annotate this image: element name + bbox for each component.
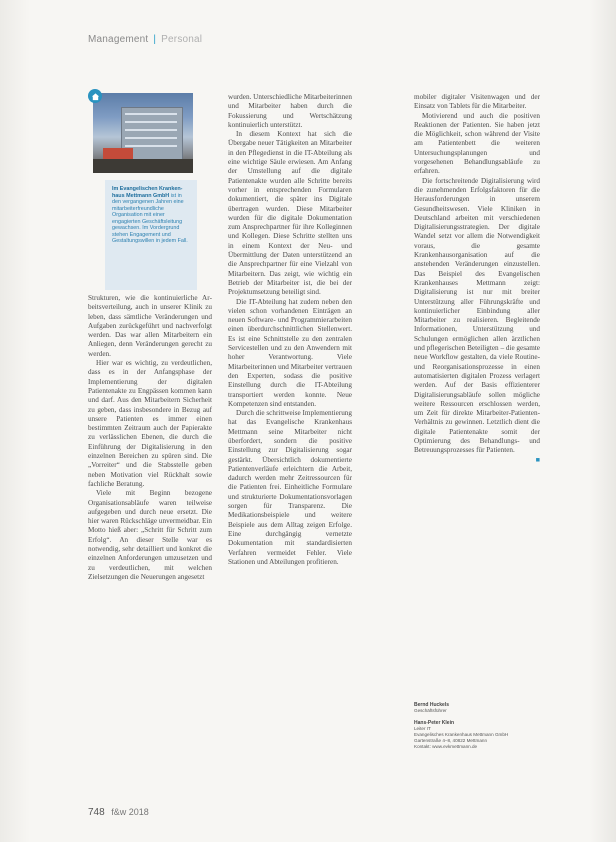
paragraph: mobiler digitaler Visitenwagen und der Einsatz von Tablets für die Mitarbeiter.	[414, 93, 540, 111]
author-role: Geschäftsführer	[414, 708, 447, 713]
subsection-label: Personal	[161, 34, 203, 45]
paragraph: Strukturen, wie die kontinuierliche Arbeitsverteilung, auch in unserer Klinik zu leben, dass sämtliche Veränderungen und Aufgaben zurückgeführt und nachverfolgt werden. Das war allen Mitarbeitern ein Anliegen, denn Veränderungen gerecht zu werden.	[88, 294, 212, 358]
paragraph: Hier war es wichtig, zu verdeutlichen, dass es in der Anfangsphase der Implementierung der digitalen Patientenakte zu Engpässen kommen kann und darf. Aus den Mitarbeitern Sicherheit zu geben, dass insbesondere in Bezug auf unsere Patienten es immer einen bestimmten Zeitraum auch der Papierakte zu verlässlichen Ebenen, die durch die Einführung der Digitalisierung in den einzelnen Bereichen zu spüren sind. Die „Vorreiter“ und die Stabsstelle geben neben Motivation viel Rückhalt sowie fachliche Beratung.	[88, 359, 212, 488]
paragraph: Durch die schrittweise Implementierung hat das Evangelische Krankenhaus Mettmann seine Mitarbeiter nicht überfordert, sondern die positive Einstellung zur Digitalisierung sogar gestärkt. Übersichtlich dokumentierte Patientenverläufe erleichtern die Arbeit, dadurch werden mehr Zeitressourcen für die Patienten frei. Einheitliche Formulare und strukturierte Dokumentationsvorlagen sorgen für Transparenz. Die Medikationsbeispiele und weitere Beispiele aus dem Alltag zeigen Erfolge. Eine durchgängig vernetzte Dokumentation mit standardisierten Verfahren vermeidet Fehler. Viele Stationen und Abteilungen profitieren.	[228, 409, 352, 566]
photo-caption	[105, 180, 197, 290]
author-block	[414, 720, 540, 750]
author-block	[414, 702, 540, 714]
text-column-1	[88, 294, 212, 582]
header-separator: |	[153, 34, 157, 45]
author-name: Hans-Peter Klein	[414, 720, 455, 726]
author-info	[414, 702, 540, 756]
paragraph: wurden. Unterschiedliche Mitarbeiterinnen und Mitarbeiter haben durch die Fokussierung und Wertschätzung kontinuierlich unterstützt.	[228, 93, 352, 129]
paragraph: Die IT-Abteilung hat zudem neben den vielen schon vorhandenen Einträgen an neuen Software- und Programmierarbeiten einen überdurchschnittlichen Stellenwert. Es ist eine Schnittstelle zu den zentralen Servicestellen und zu den Anwendern mit hoher Verantwortung. Viele Mitarbeiterinnen und Mitarbeiter vertrauen den Experten, sodass die positive Einstellung durch die IT-Abteilung transportiert werden konnte. Neue Kompetenzen sind entstanden.	[228, 297, 352, 408]
section-header	[88, 34, 202, 45]
text-column-3	[414, 93, 540, 465]
author-org: Evangelisches Krankenhaus Mettmann GmbH	[414, 732, 509, 737]
paragraph: Viele mit Beginn bezogene Organisationsabläufe waren teilweise aufgegeben und durch neue ersetzt. Die hier waren Rückschläge unvermeidbar. Ein Motto hieß aber: „Schritt für Schritt zum Erfolg“. An dieser Stelle war es notwendig, sehr detailliert und konkret die einzelnen Anforderungen umzusetzen und zu verdeutlichen, mit welchen Zielsetzungen die Neuerungen angesetzt	[88, 489, 212, 581]
paragraph: In diesem Kontext hat sich die Übergabe neuer Tätigkeiten an Mitarbeiter in den Pflegedienst in die IT-Abteilung als eine wichtige Säule erwiesen. Am Anfang der Umstellung auf die digitale Patientenakte wurden alle Schritte bereits vorher in entsprechenden Formularen dokumentiert, die später ins Digitale übertragen wurden. Diese Mitarbeiter wurden für die digitale Dokumentation zum Ansprechpartner für ihre Kolleginnen und Kollegen. Diese Schritte stellten uns in einem Kontext der Neu- und Übermittlung der Daten unterstützend an die Ansprechpartner für eine Vielzahl von Mitarbeitern. Das zeigt, wie wichtig ein Betrieb der Mitarbeiter ist, die bei der Projektumsetzung beteiligt sind.	[228, 130, 352, 297]
house-icon	[88, 89, 102, 103]
caption-lead: Im Evangelischen Krankenhaus Mettmann GmbH	[112, 186, 183, 199]
author-contact: Kontakt: www.evkmettmann.de	[414, 744, 478, 749]
paragraph: Die fortschreitende Digitalisierung wird die zunehmenden Erfolgsfaktoren für die Herausforderungen in unserem Gesundheitswesen. Viele Kliniken in Deutschland arbeiten mit verschiedenen Digitalisierungsstrategien. Der digitale Wandel setzt vor allem die Notwendigkeit voraus, die gesamte Krankenhausorganisation auf die anstehenden Veränderungen einzustellen. Das Beispiel des Evangelischen Krankenhauses Mettmann zeigt: Digitalisierung ist nur mit breiter Unterstützung aller Führungskräfte und kontinuierlicher Einbindung aller Mitarbeiter zu realisieren. Begleitende Informationen, Unterstützung und Schulungen ermöglichen allen ärztlichen und pflegerischen Beteiligten – die gesamte neue Workflow gestalten, da viele Routine- und Reorganisationsprozesse in einen automatisierten digitalen Prozess verlagert werden. Auf der Basis effizienterer Digitalisierungsabläufe sollen mögliche weitere Ressourcen erschlossen werden, um Zeit für direkte Mitarbeiter-Patienten-Verhältnis zu gewinnen. Letztlich dient die digitale Patientenakte somit der Optimierung des Behandlungs- und Betreuungsprozesses für Patienten.	[414, 176, 540, 455]
caption-body: ist in den vergangenen Jahren eine mitarbeiterfreundliche Organisation mit einer engagierten Geschäftsleitung gewachsen. Im Vordergrund stehen Engagement und Gestaltungswillen in jedem Fall.	[112, 192, 188, 244]
end-mark: ■	[535, 455, 540, 464]
author-role: Leiter IT	[414, 726, 431, 731]
paragraph: Motivierend und auch die positiven Reaktionen der Patienten. Sie haben jetzt die Möglichkeit, schon während der Visite am Patientenbett die weiteren Untersuchungsplanungen und vorgesehenen Behandlungsabläufe zu erfahren.	[414, 111, 540, 176]
hospital-photo	[93, 93, 193, 173]
journal-name: f&w 2018	[111, 807, 149, 817]
section-label: Management	[88, 34, 149, 45]
text-column-2	[228, 93, 352, 567]
author-address: Gartenstraße 4–8, 40822 Mettmann	[414, 738, 488, 743]
page-footer	[88, 807, 149, 818]
author-name: Bernd Huckels	[414, 702, 450, 708]
page-number: 748	[88, 807, 105, 818]
